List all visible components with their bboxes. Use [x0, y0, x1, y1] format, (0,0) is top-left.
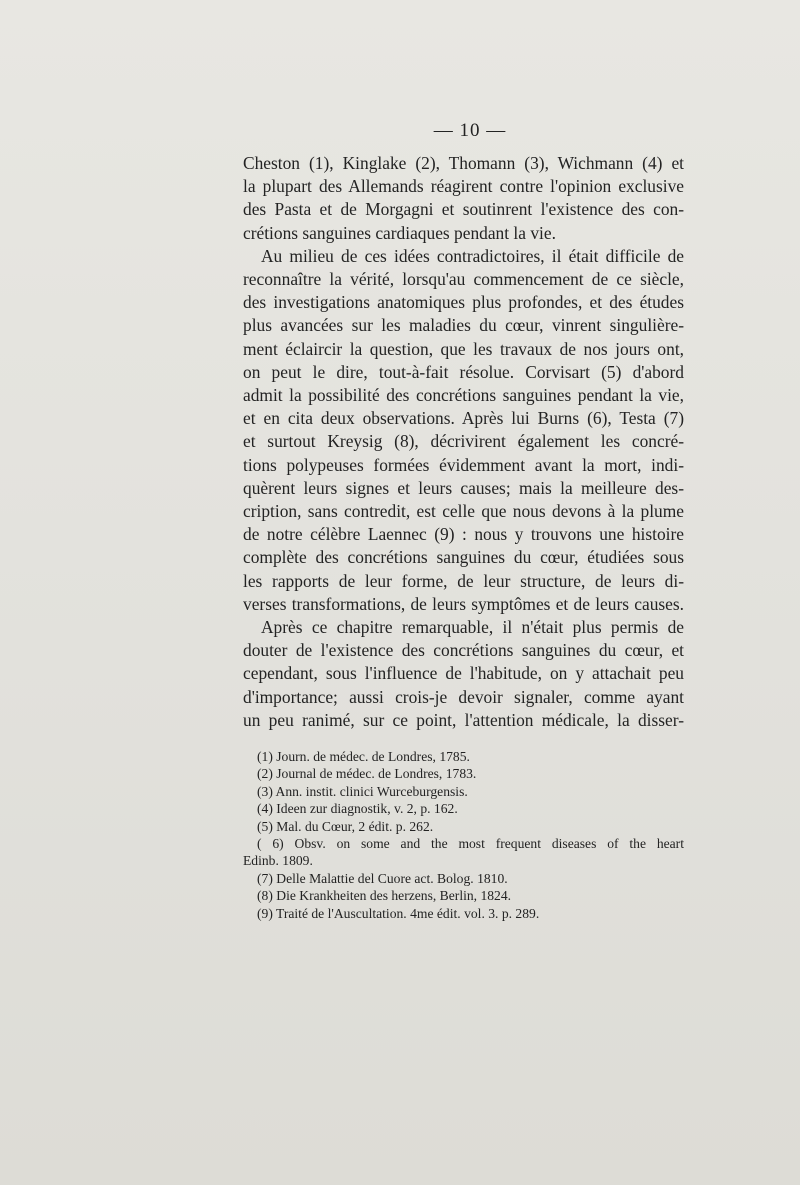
text-line: des Pasta et de Morgagni et soutinrent l'existence des con-	[243, 199, 684, 220]
text-line: un peu ranimé, sur ce point, l'attention médicale, la disser-	[243, 709, 684, 730]
text-line: plus avancées sur les maladies du cœur, vinrent singulière-	[243, 315, 684, 336]
text-line: Après ce chapitre remarquable, il n'était plus permis de	[261, 617, 684, 638]
footnote-continuation: Edinb. 1809.	[243, 853, 313, 869]
text-line: ment éclaircir la question, que les travaux de nos jours ont,	[243, 338, 684, 359]
text-line: tions polypeuses formées évidemment avant la mort, indi-	[243, 454, 684, 475]
footnote: (4) Ideen zur diagnostik, v. 2, p. 162.	[257, 801, 458, 817]
text-line: cependant, sous l'influence de l'habitude, on y attachait peu	[243, 663, 684, 684]
footnote: (2) Journal de médec. de Londres, 1783.	[257, 766, 477, 782]
paragraph	[243, 616, 684, 732]
footnote: (7) Delle Malattie del Cuore act. Bolog. 1810.	[257, 870, 508, 886]
text-line: les rapports de leur forme, de leur structure, de leurs di-	[243, 570, 684, 591]
text-line: quèrent leurs signes et leurs causes; mais la meilleure des-	[243, 477, 684, 498]
text-line: complète des concrétions sanguines du cœur, étudiées sous	[243, 547, 684, 568]
footnote: ( 6) Obsv. on some and the most frequent diseases of the heart	[257, 836, 684, 852]
text-line: d'importance; aussi crois-je devoir signaler, comme ayant	[243, 686, 684, 707]
text-line: Cheston (1), Kinglake (2), Thomann (3), Wichmann (4) et	[243, 153, 684, 173]
footnote: (1) Journ. de médec. de Londres, 1785.	[257, 749, 470, 764]
text-line: on peut le dire, tout-à-fait résolue. Corvisart (5) d'abord	[243, 361, 684, 382]
footnote: (9) Traité de l'Auscultation. 4me édit. vol. 3. p. 289.	[257, 905, 540, 921]
paragraph	[243, 152, 684, 245]
text-line: cription, sans contredit, est celle que nous devons à la plume	[243, 501, 684, 522]
text-line: douter de l'existence des concrétions sanguines du cœur, et	[243, 640, 684, 661]
text-line: Au milieu de ces idées contradictoires, il était difficile de	[261, 245, 684, 266]
text-line: admit la possibilité des concrétions sanguines pendant la vie,	[243, 385, 684, 406]
text-line: et surtout Kreysig (8), décrivirent également les concré-	[243, 431, 684, 452]
footnotes	[243, 748, 684, 922]
text-line: des investigations anatomiques plus profondes, et des études	[243, 292, 684, 313]
footnote: (3) Ann. instit. clinici Wurceburgensis.	[257, 783, 468, 799]
page-number: — 10 —	[433, 120, 507, 141]
text-line: verses transformations, de leurs symptômes et de leurs causes.	[243, 593, 684, 614]
text-line: crétions sanguines cardiaques pendant la vie.	[243, 222, 556, 243]
text-line: reconnaître la vérité, lorsqu'au commencement de ce siècle,	[243, 269, 684, 290]
footnote: (5) Mal. du Cœur, 2 édit. p. 262.	[257, 818, 434, 834]
footnote: (8) Die Krankheiten des herzens, Berlin, 1824.	[257, 888, 512, 904]
text-line: et en cita deux observations. Après lui Burns (6), Testa (7)	[243, 408, 684, 429]
body-text	[243, 152, 684, 732]
text-line: de notre célèbre Laennec (9) : nous y trouvons une histoire	[243, 524, 684, 545]
text-line: la plupart des Allemands réagirent contre l'opinion exclusive	[243, 176, 684, 197]
paragraph	[243, 245, 684, 616]
